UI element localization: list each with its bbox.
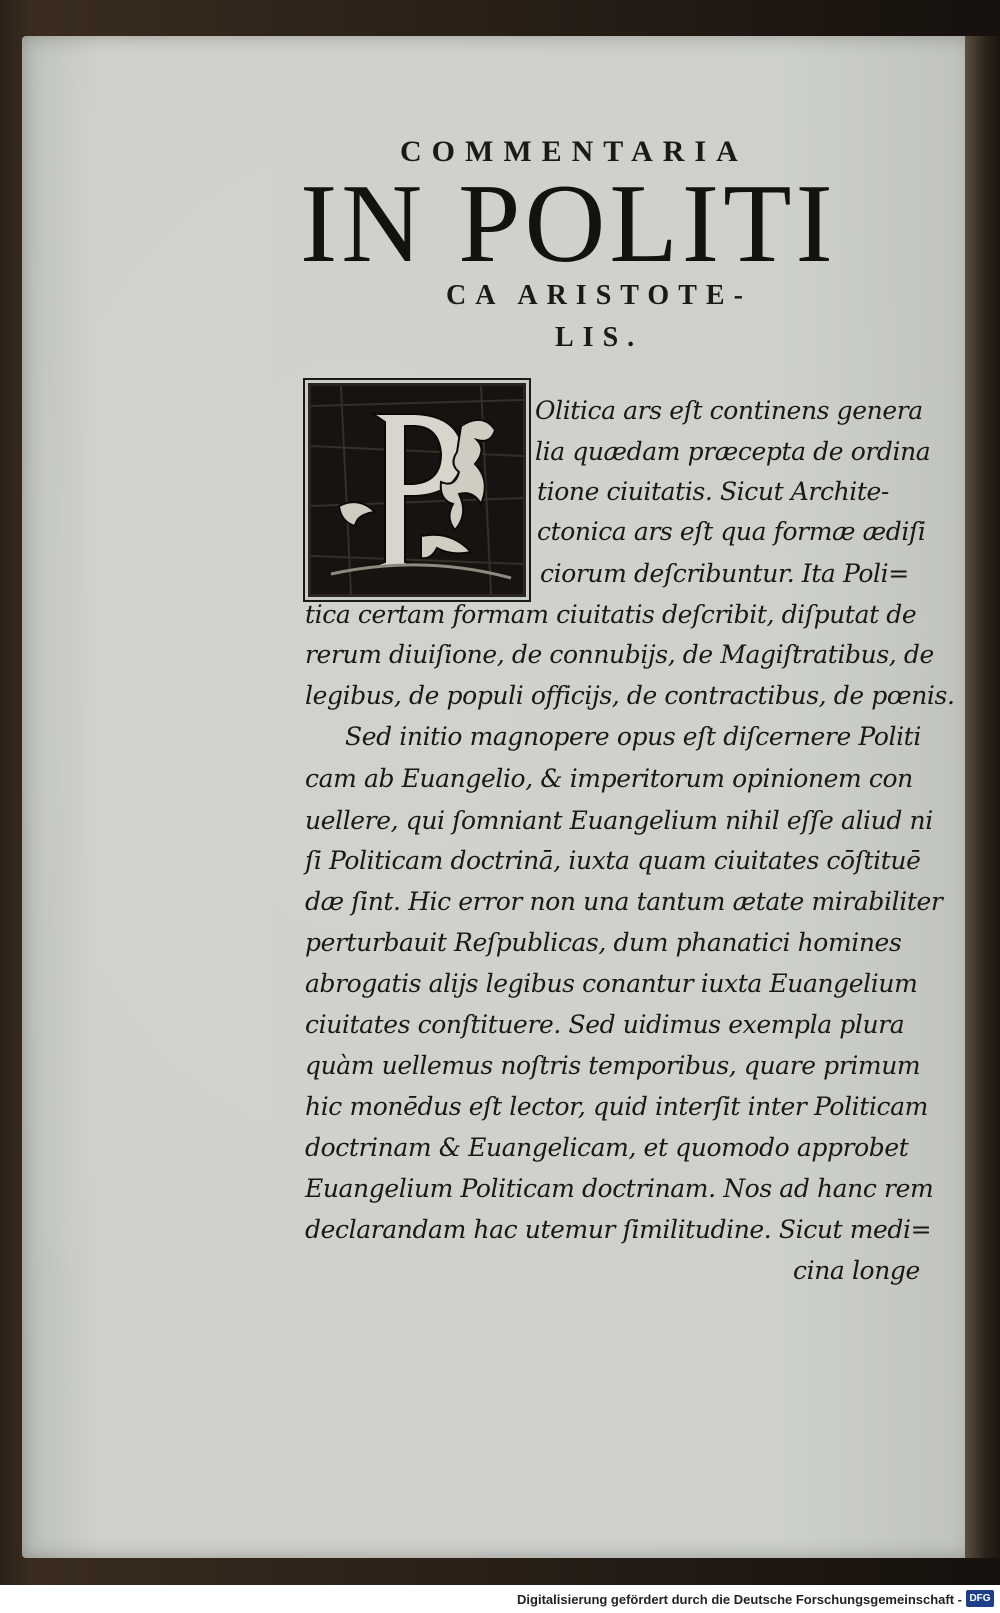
text-line: Sed initio magnopere opus eſt diſcernere Politi bbox=[345, 722, 921, 751]
text-line: legibus, de populi officijs, de contractibus, de pœnis. bbox=[305, 681, 955, 710]
text-line: doctrinam & Euangelicam, et quomodo approbet bbox=[305, 1133, 909, 1162]
dfg-logo[interactable]: DFG bbox=[966, 1590, 994, 1607]
text-line: abrogatis alijs legibus conantur iuxta Euangelium bbox=[305, 969, 918, 998]
funding-credit: Digitalisierung gefördert durch die Deutsche Forschungsgemeinschaft - bbox=[517, 1592, 962, 1607]
text-line: tica certam formam ciuitatis deſcribit, diſputat de bbox=[305, 600, 917, 629]
catchword: cina longe bbox=[793, 1256, 920, 1285]
heading-kicker: COMMENTARIA bbox=[400, 135, 748, 168]
woodcut-initial-icon bbox=[311, 386, 523, 594]
text-line: perturbauit Reſpublicas, dum phanatici homines bbox=[305, 928, 902, 957]
text-line: hic monēdus eſt lector, quid interſit inter Politicam bbox=[305, 1092, 928, 1121]
title-continuation-end: LIS. bbox=[555, 322, 644, 353]
book-edge bbox=[965, 36, 1000, 1558]
text-line: ciorum deſcribuntur. Ita Poli= bbox=[540, 559, 909, 588]
text-line: quàm uellemus noſtris temporibus, quare primum bbox=[305, 1051, 921, 1080]
text-line: lia quædam præcepta de ordina bbox=[535, 437, 931, 466]
decorated-initial bbox=[308, 383, 526, 597]
text-line: rerum diuiſione, de connubijs, de Magiſtratibus, de bbox=[305, 640, 934, 669]
text-line: ciuitates conſtituere. Sed uidimus exempla plura bbox=[305, 1010, 905, 1039]
text-line: Euangelium Politicam doctrinam. Nos ad hanc rem bbox=[305, 1174, 934, 1203]
text-line: ctonica ars eſt qua formæ ædiſi bbox=[537, 517, 926, 546]
text-line: tione ciuitatis. Sicut Archite- bbox=[537, 477, 889, 506]
text-line: dæ ſint. Hic error non una tantum ætate mirabiliter bbox=[305, 887, 943, 916]
text-line: declarandam hac utemur ſimilitudine. Sicut medi= bbox=[305, 1215, 932, 1244]
text-line: ſi Politicam doctrinā, iuxta quam ciuitates cōſtituē bbox=[305, 846, 921, 875]
page-title: IN POLITI bbox=[300, 162, 837, 286]
text-line: uellere, qui ſomniant Euangelium nihil eſſe aliud ni bbox=[305, 806, 933, 835]
title-continuation: CA ARISTOTE- bbox=[446, 280, 752, 311]
text-line: Olitica ars eſt continens genera bbox=[535, 396, 923, 425]
text-line: cam ab Euangelio, & imperitorum opinionem con bbox=[305, 764, 913, 793]
